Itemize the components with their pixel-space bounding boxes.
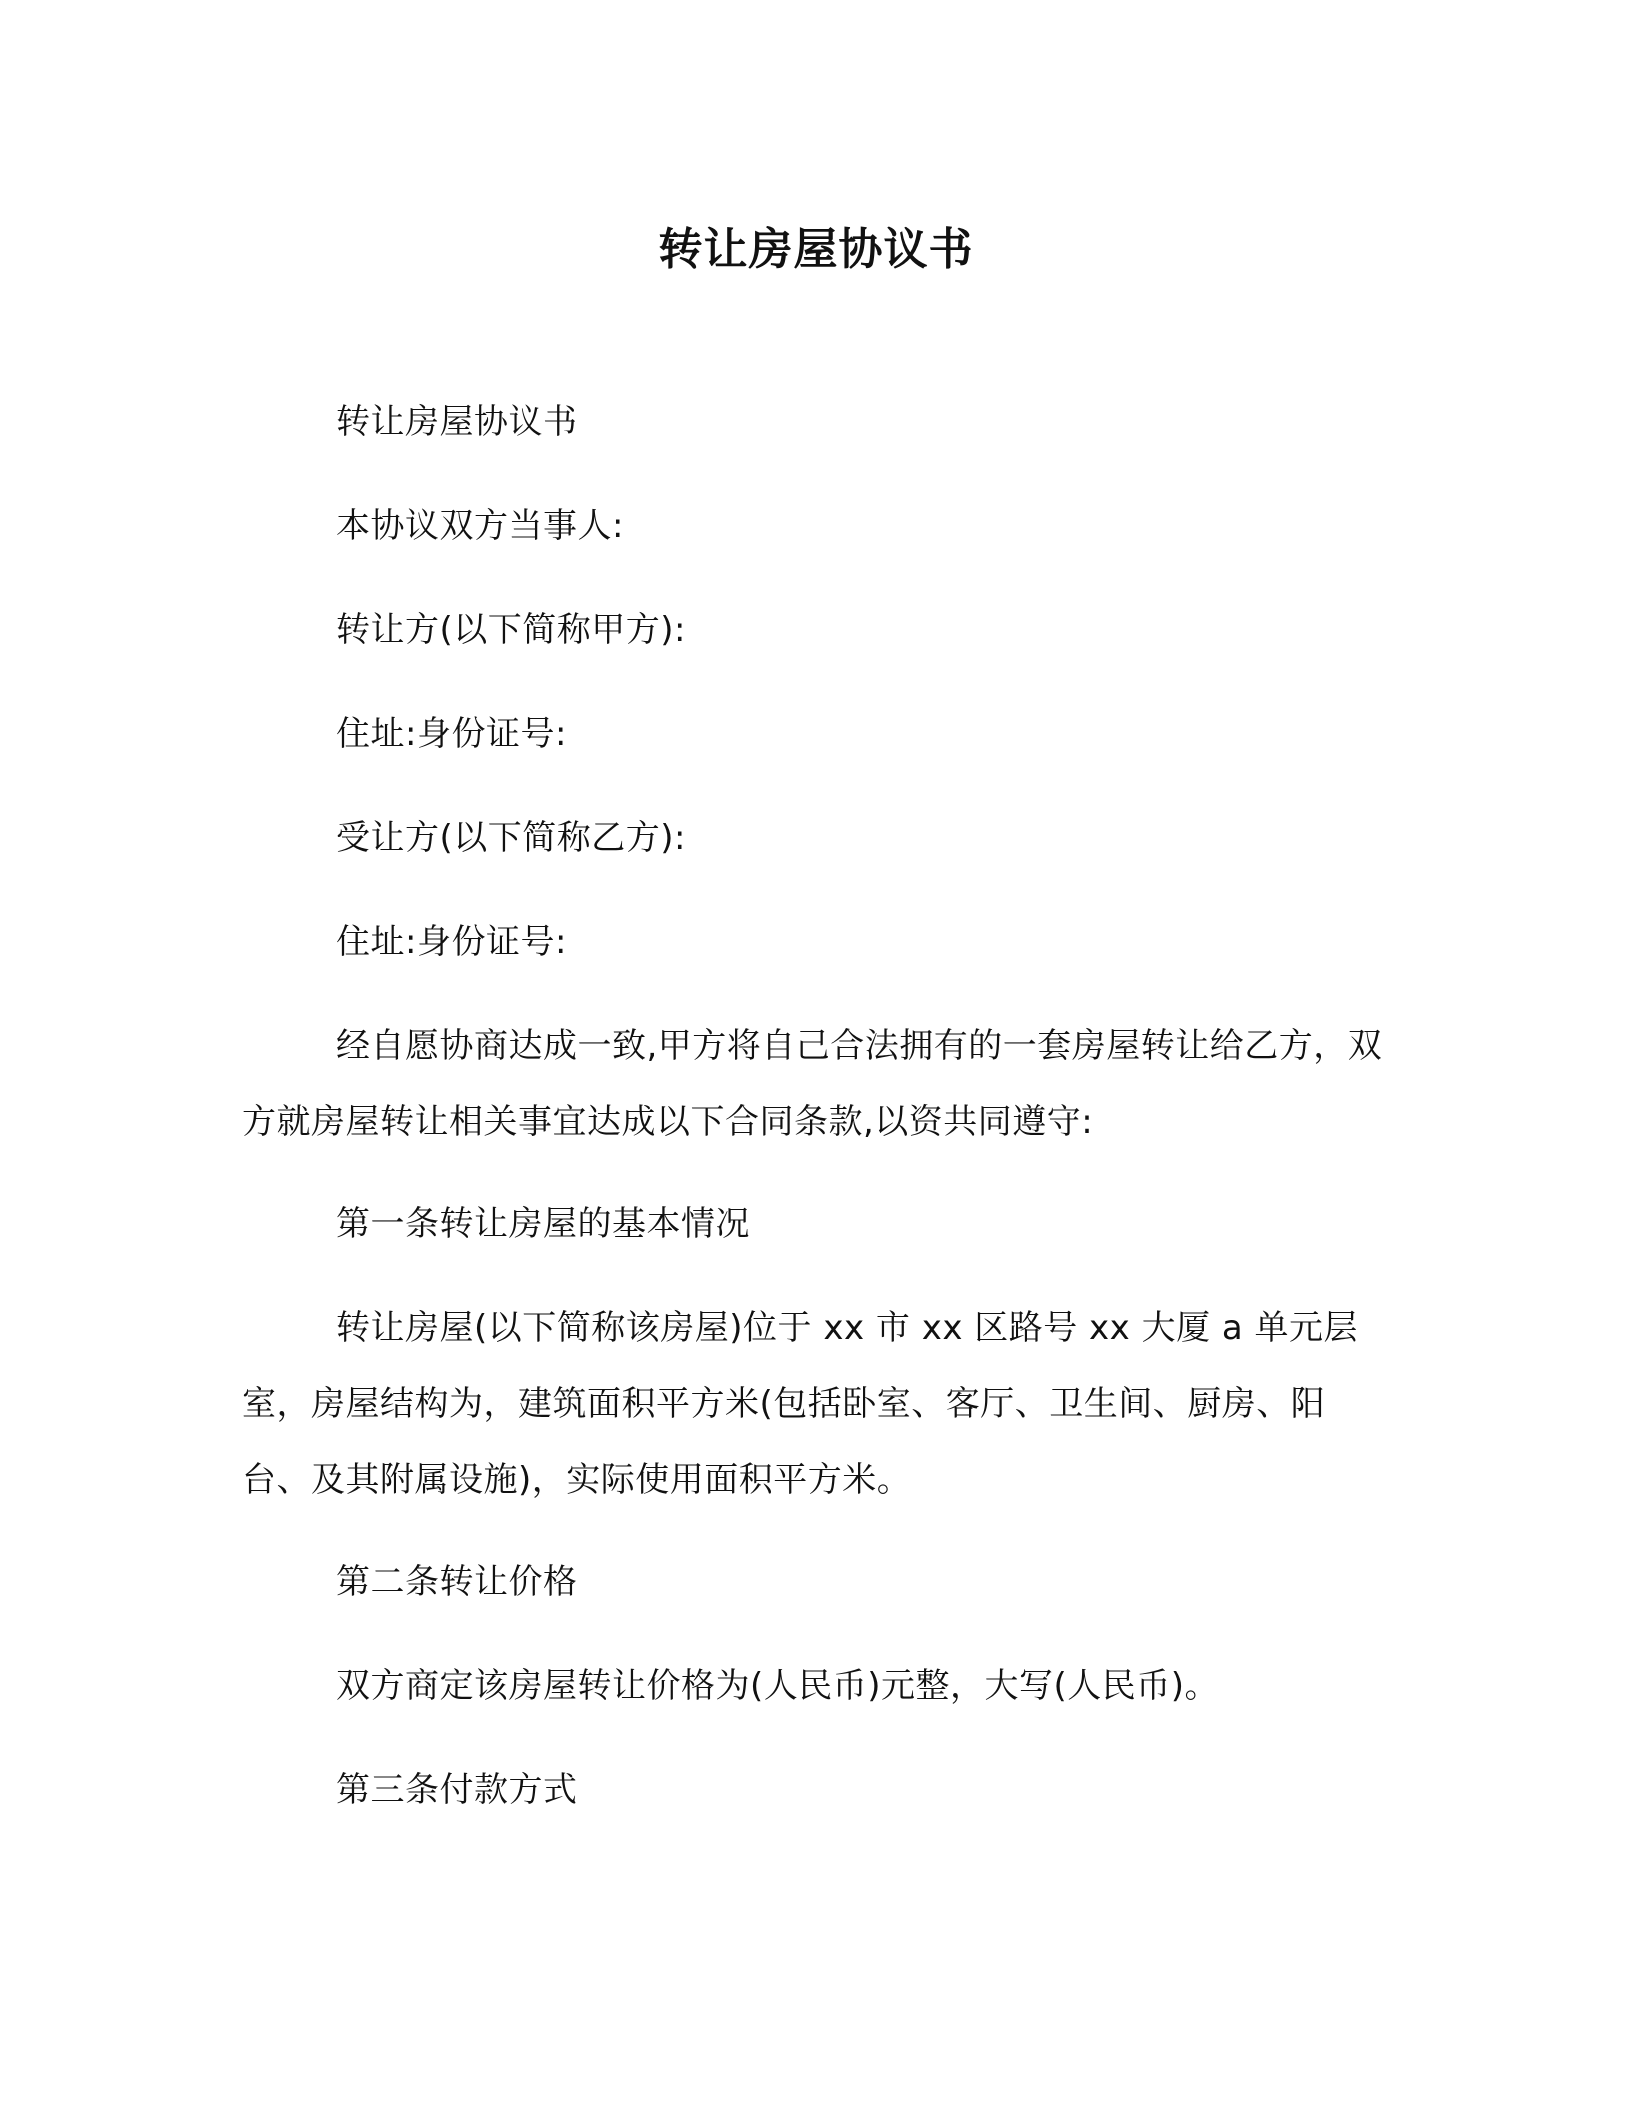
paragraph-article-one-heading: 第一条转让房屋的基本情况 (336, 1204, 750, 1244)
paragraph-parties: 本协议双方当事人: (336, 506, 624, 546)
document-title: 转让房屋协议书 (658, 224, 974, 275)
paragraph-heading: 转让房屋协议书 (336, 402, 578, 442)
paragraph-article-two-body: 双方商定该房屋转让价格为(人民币)元整，大写(人民币)。 (336, 1666, 1220, 1706)
paragraph-transferee: 受让方(以下简称乙方): (336, 818, 686, 858)
paragraph-transferor-address: 住址:身份证号: (336, 714, 567, 754)
paragraph-transferor: 转让方(以下简称甲方): (336, 610, 686, 650)
paragraph-article-one-body: 转让房屋(以下简称该房屋)位于 xx 市 xx 区路号 xx 大厦 a 单元层室，房屋结构为，建筑面积平方米(包括卧室、客厅、卫生间、厨房、阳台、及其附属设施)，实际使用面积平方米。 (242, 1308, 1359, 1500)
paragraph-article-two-heading: 第二条转让价格 (336, 1562, 578, 1602)
paragraph-transferee-address: 住址:身份证号: (336, 922, 567, 962)
paragraph-article-three-heading: 第三条付款方式 (336, 1770, 578, 1810)
paragraph-agreement-intro: 经自愿协商达成一致,甲方将自己合法拥有的一套房屋转让给乙方，双方就房屋转让相关事宜达成以下合同条款,以资共同遵守: (242, 1026, 1383, 1142)
